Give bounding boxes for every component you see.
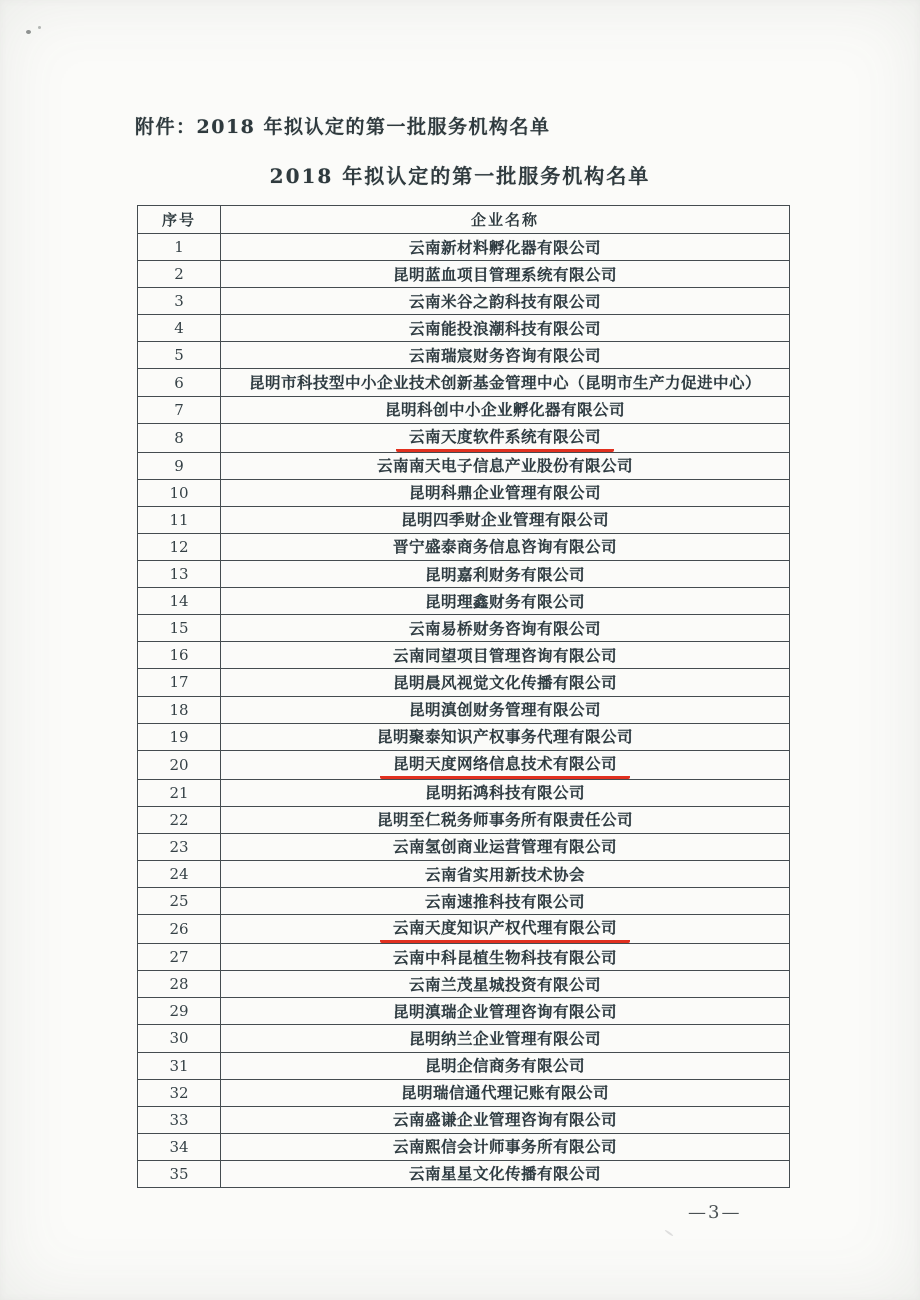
company-name: 昆明市科技型中小企业技术创新基金管理中心（昆明市生产力促进中心） xyxy=(248,373,761,393)
table-row xyxy=(138,915,790,944)
table-row xyxy=(138,696,790,723)
row-number: 32 xyxy=(138,1079,221,1106)
company-name: 昆明纳兰企业管理有限公司 xyxy=(408,1028,601,1048)
company-name-cell xyxy=(221,396,790,423)
company-name: 云南天度知识产权代理有限公司 xyxy=(380,915,630,943)
company-name-cell xyxy=(221,696,790,723)
table-row xyxy=(138,998,790,1025)
row-number: 15 xyxy=(138,615,221,642)
table-row xyxy=(138,588,790,615)
table-row xyxy=(138,1052,790,1079)
company-name: 云南同望项目管理咨询有限公司 xyxy=(392,645,617,665)
company-name: 云南盛谦企业管理咨询有限公司 xyxy=(392,1110,617,1130)
company-name-cell xyxy=(221,423,790,452)
company-name: 昆明拓鸿科技有限公司 xyxy=(424,783,585,803)
row-number: 35 xyxy=(138,1160,221,1187)
table-header-row xyxy=(138,206,790,234)
company-name: 云南南天电子信息产业股份有限公司 xyxy=(376,456,633,476)
company-name-cell xyxy=(221,998,790,1025)
row-number: 9 xyxy=(138,452,221,479)
row-number: 2 xyxy=(138,261,221,288)
company-name-cell xyxy=(221,1133,790,1160)
company-name-cell xyxy=(221,315,790,342)
company-name-cell xyxy=(221,750,790,779)
table-row xyxy=(138,561,790,588)
company-name-cell xyxy=(221,588,790,615)
table-row xyxy=(138,315,790,342)
company-name: 云南星星文化传播有限公司 xyxy=(408,1164,601,1184)
table-row xyxy=(138,888,790,915)
company-name: 昆明滇瑞企业管理咨询有限公司 xyxy=(392,1001,617,1021)
company-name: 云南新材料孵化器有限公司 xyxy=(408,237,601,257)
table-row xyxy=(138,860,790,887)
table-row xyxy=(138,1106,790,1133)
table-row xyxy=(138,1160,790,1187)
table-row xyxy=(138,833,790,860)
row-number: 30 xyxy=(138,1025,221,1052)
table-row xyxy=(138,642,790,669)
row-number: 3 xyxy=(138,288,221,315)
company-name-cell xyxy=(221,288,790,315)
table-row xyxy=(138,234,790,261)
company-name: 晋宁盛泰商务信息咨询有限公司 xyxy=(392,537,617,557)
company-name: 昆明滇创财务管理有限公司 xyxy=(408,700,601,720)
row-number: 19 xyxy=(138,723,221,750)
document-title: 2018 年拟认定的第一批服务机构名单 xyxy=(269,164,651,188)
company-name-cell xyxy=(221,779,790,806)
table-row xyxy=(138,261,790,288)
table-row xyxy=(138,533,790,560)
company-name: 云南省实用新技术协会 xyxy=(424,864,585,884)
table-row xyxy=(138,944,790,971)
table-row xyxy=(138,971,790,998)
scan-speck xyxy=(664,1229,673,1236)
row-number: 4 xyxy=(138,315,221,342)
row-number: 13 xyxy=(138,561,221,588)
row-number: 21 xyxy=(138,779,221,806)
company-name: 昆明蓝血项目管理系统有限公司 xyxy=(392,264,617,284)
header-company-name: 企业名称 xyxy=(221,206,790,234)
table-row xyxy=(138,723,790,750)
company-name: 昆明瑞信通代理记账有限公司 xyxy=(400,1083,609,1103)
company-name-cell xyxy=(221,234,790,261)
company-name: 云南天度软件系统有限公司 xyxy=(396,424,614,452)
table-row xyxy=(138,506,790,533)
company-name: 昆明晨风视觉文化传播有限公司 xyxy=(392,672,617,692)
row-number: 10 xyxy=(138,479,221,506)
row-number: 28 xyxy=(138,971,221,998)
company-name: 云南能投浪潮科技有限公司 xyxy=(408,318,601,338)
company-name-cell xyxy=(221,833,790,860)
row-number: 24 xyxy=(138,860,221,887)
row-number: 5 xyxy=(138,342,221,369)
company-name-cell xyxy=(221,369,790,396)
company-name: 云南兰茂星城投资有限公司 xyxy=(408,974,601,994)
row-number: 1 xyxy=(138,234,221,261)
company-name: 昆明科创中小企业孵化器有限公司 xyxy=(384,400,625,420)
row-number: 12 xyxy=(138,533,221,560)
row-number: 31 xyxy=(138,1052,221,1079)
table-row xyxy=(138,669,790,696)
company-name-cell xyxy=(221,642,790,669)
row-number: 20 xyxy=(138,750,221,779)
company-name-cell xyxy=(221,533,790,560)
table-row xyxy=(138,479,790,506)
company-name-cell xyxy=(221,944,790,971)
attachment-heading: 附件：2018 年拟认定的第一批服务机构名单 xyxy=(135,116,551,138)
row-number: 25 xyxy=(138,888,221,915)
company-name-cell xyxy=(221,1106,790,1133)
row-number: 29 xyxy=(138,998,221,1025)
company-name: 云南氢创商业运营管理有限公司 xyxy=(392,837,617,857)
company-name-cell xyxy=(221,615,790,642)
company-name: 云南熙信会计师事务所有限公司 xyxy=(392,1137,617,1157)
row-number: 17 xyxy=(138,669,221,696)
company-name-cell xyxy=(221,669,790,696)
row-number: 27 xyxy=(138,944,221,971)
row-number: 11 xyxy=(138,506,221,533)
table-row xyxy=(138,1079,790,1106)
table-row xyxy=(138,1133,790,1160)
header-serial-number: 序号 xyxy=(138,206,221,234)
company-name-cell xyxy=(221,1079,790,1106)
scan-speck xyxy=(38,26,41,29)
row-number: 26 xyxy=(138,915,221,944)
row-number: 14 xyxy=(138,588,221,615)
company-name-cell xyxy=(221,452,790,479)
company-name-cell xyxy=(221,723,790,750)
table-row xyxy=(138,1025,790,1052)
row-number: 6 xyxy=(138,369,221,396)
row-number: 34 xyxy=(138,1133,221,1160)
company-table-body xyxy=(138,234,790,1188)
page-number: —3— xyxy=(688,1202,742,1223)
table-row xyxy=(138,750,790,779)
company-name: 云南速推科技有限公司 xyxy=(424,891,585,911)
row-number: 18 xyxy=(138,696,221,723)
company-name: 昆明理鑫财务有限公司 xyxy=(424,591,585,611)
company-name: 昆明聚泰知识产权事务代理有限公司 xyxy=(376,727,633,747)
row-number: 22 xyxy=(138,806,221,833)
scan-speck xyxy=(26,30,31,34)
table-row xyxy=(138,615,790,642)
table-row xyxy=(138,779,790,806)
company-name-cell xyxy=(221,561,790,588)
company-name: 云南易桥财务咨询有限公司 xyxy=(408,618,601,638)
company-name-cell xyxy=(221,342,790,369)
company-name: 云南米谷之韵科技有限公司 xyxy=(408,291,601,311)
company-name-cell xyxy=(221,888,790,915)
company-name-cell xyxy=(221,1025,790,1052)
table-row xyxy=(138,423,790,452)
company-name: 昆明科鼎企业管理有限公司 xyxy=(408,483,601,503)
row-number: 8 xyxy=(138,423,221,452)
company-name-cell xyxy=(221,971,790,998)
company-name-cell xyxy=(221,261,790,288)
company-name: 昆明至仁税务师事务所有限责任公司 xyxy=(376,810,633,830)
table-row xyxy=(138,342,790,369)
table-row xyxy=(138,396,790,423)
row-number: 7 xyxy=(138,396,221,423)
row-number: 16 xyxy=(138,642,221,669)
company-name-cell xyxy=(221,915,790,944)
company-name: 昆明嘉利财务有限公司 xyxy=(424,564,585,584)
row-number: 33 xyxy=(138,1106,221,1133)
company-name: 昆明企信商务有限公司 xyxy=(424,1056,585,1076)
company-name: 昆明天度网络信息技术有限公司 xyxy=(380,751,630,779)
table-row xyxy=(138,369,790,396)
company-name-cell xyxy=(221,806,790,833)
row-number: 23 xyxy=(138,833,221,860)
company-name-cell xyxy=(221,860,790,887)
company-name: 昆明四季财企业管理有限公司 xyxy=(400,510,609,530)
company-name: 云南中科昆植生物科技有限公司 xyxy=(392,947,617,967)
table-row xyxy=(138,806,790,833)
company-name: 云南瑞宸财务咨询有限公司 xyxy=(408,345,601,365)
company-name-cell xyxy=(221,479,790,506)
company-name-cell xyxy=(221,506,790,533)
table-row xyxy=(138,288,790,315)
table-row xyxy=(138,452,790,479)
company-table xyxy=(137,205,790,1188)
company-name-cell xyxy=(221,1052,790,1079)
company-name-cell xyxy=(221,1160,790,1187)
